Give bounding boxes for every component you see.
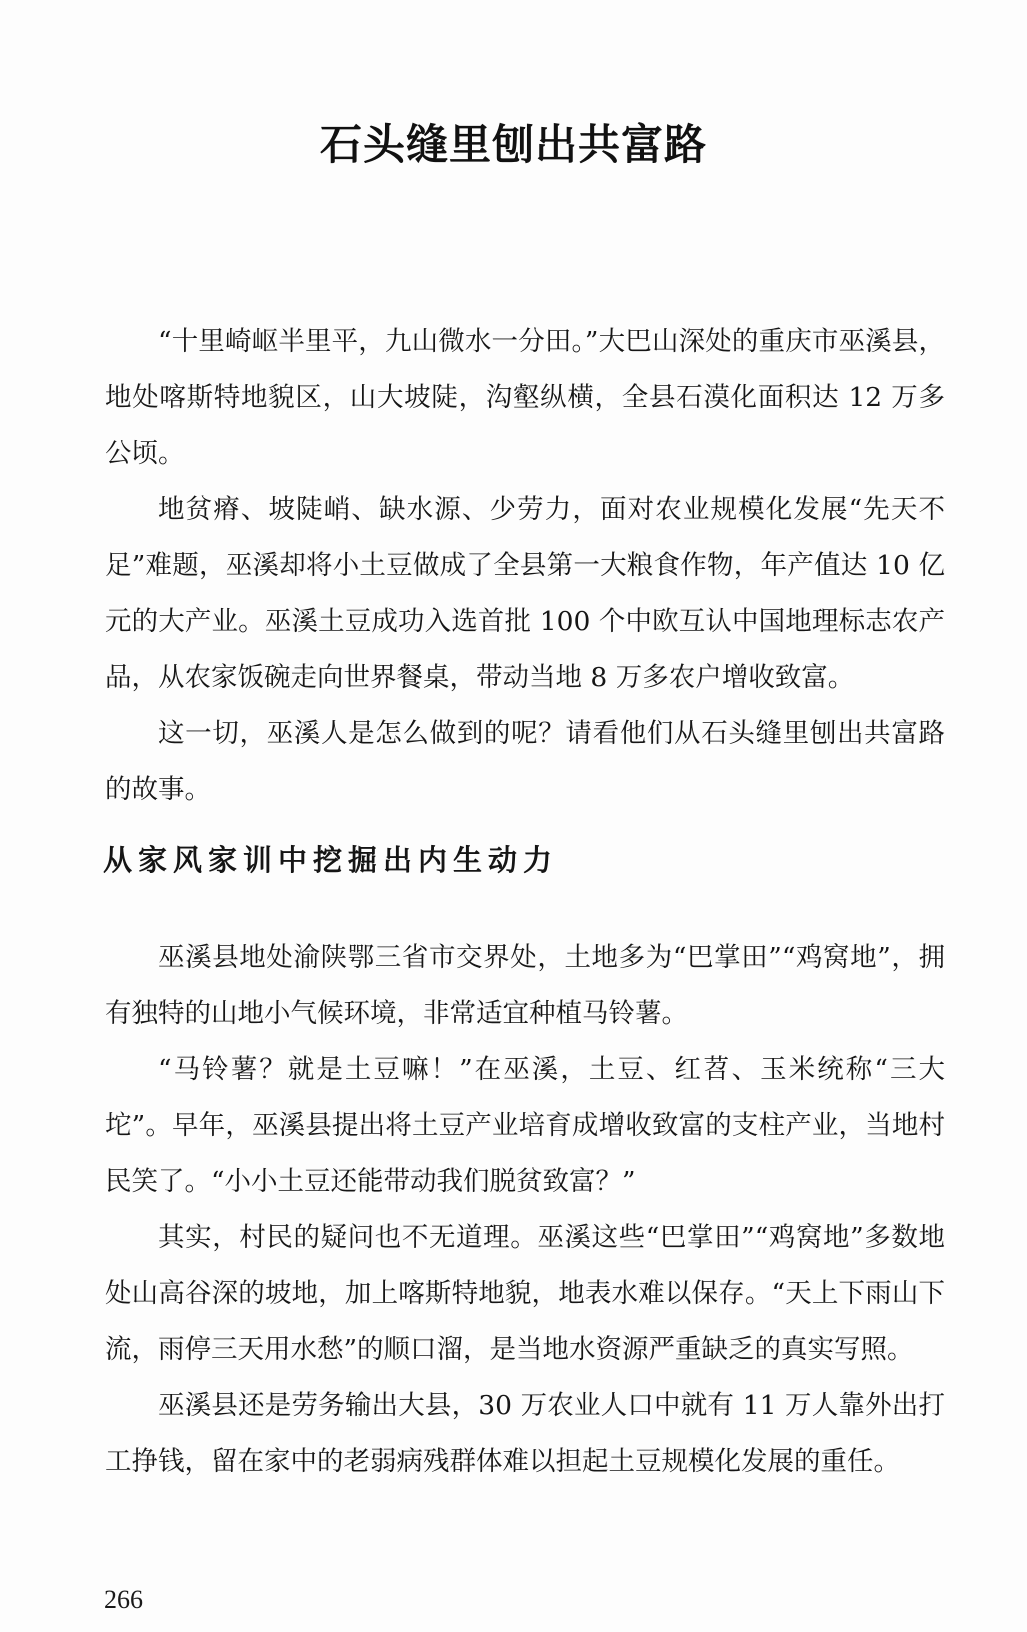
- paragraph: 地贫瘠、坡陡峭、缺水源、少劳力，面对农业规模化发展“先天不足”难题，巫溪却将小土豆做成了全县第一大粮食作物，年产值达 10 亿元的大产业。巫溪土豆成功入选首批 100 个中欧互认中国地理标志农产品，从农家饭碗走向世界餐桌，带动当地 8 万多农户增收致富。: [105, 494, 945, 693]
- page-number: 266: [104, 1585, 143, 1614]
- paragraph: 其实，村民的疑问也不无道理。巫溪这些“巴掌田”“鸡窝地”多数地处山高谷深的坡地，加上喀斯特地貌，地表水难以保存。“天上下雨山下流，雨停三天用水愁”的顺口溜，是当地水资源严重缺乏的真实写照。: [105, 1222, 945, 1365]
- paragraph: “马铃薯？就是土豆嘛！”在巫溪，土豆、红苕、玉米统称“三大坨”。早年，巫溪县提出将土豆产业培育成增收致富的支柱产业，当地村民笑了。“小小土豆还能带动我们脱贫致富？”: [105, 1054, 945, 1197]
- paragraph: 巫溪县还是劳务输出大县，30 万农业人口中就有 11 万人靠外出打工挣钱，留在家中的老弱病残群体难以担起土豆规模化发展的重任。: [105, 1390, 945, 1477]
- paragraph: 巫溪县地处渝陕鄂三省市交界处，土地多为“巴掌田”“鸡窝地”，拥有独特的山地小气候环境，非常适宜种植马铃薯。: [105, 942, 945, 1029]
- page-title: 石头缝里刨出共富路: [319, 120, 707, 169]
- section-heading: 从家风家训中挖掘出内生动力: [103, 843, 559, 877]
- intro-text: [105, 314, 945, 818]
- paragraph: “十里崎岖半里平，九山微水一分田。”大巴山深处的重庆市巫溪县，地处喀斯特地貌区，山大坡陡，沟壑纵横，全县石漠化面积达 12 万多公顷。: [105, 326, 945, 469]
- paragraph: 这一切，巫溪人是怎么做到的呢？请看他们从石头缝里刨出共富路的故事。: [105, 718, 945, 805]
- section-text: [105, 930, 945, 1490]
